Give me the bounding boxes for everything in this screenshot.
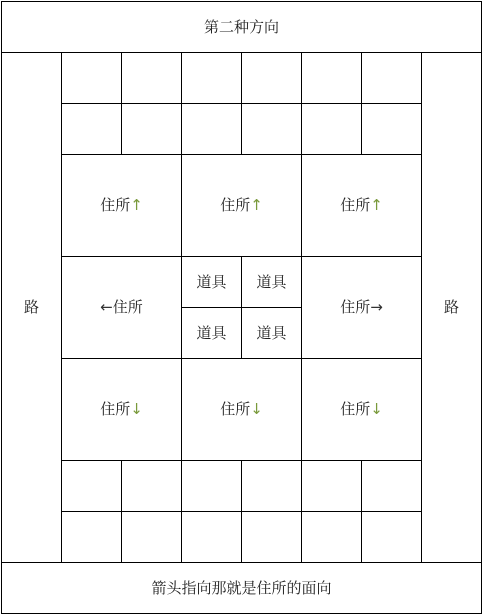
grid-cell <box>361 103 422 155</box>
arrow-down-icon: ↓ <box>250 400 263 418</box>
grid-cell <box>241 460 302 512</box>
road-left-label: 路 <box>23 298 39 316</box>
residence-label: 住所 <box>220 196 251 214</box>
item-label: 道具 <box>196 272 227 291</box>
arrow-down-icon: ↓ <box>130 400 143 418</box>
residence-label: 住所 <box>100 196 131 214</box>
grid-cell <box>181 511 242 563</box>
grid-cell <box>301 103 362 155</box>
item-label: 道具 <box>256 272 287 291</box>
grid-cell <box>121 103 182 155</box>
arrow-up-icon: ↑ <box>130 196 143 214</box>
grid-cell <box>61 511 122 563</box>
road-right-label: 路 <box>443 298 459 316</box>
residence-up-1 <box>61 154 182 257</box>
title-cell <box>1 1 482 53</box>
grid-cell <box>121 511 182 563</box>
grid-cell <box>181 103 242 155</box>
diagram-title: 第二种方向 <box>203 17 279 36</box>
residence-up-2 <box>181 154 302 257</box>
grid-cell <box>241 511 302 563</box>
road-right <box>421 52 482 563</box>
grid-cell <box>181 460 242 512</box>
arrow-left-icon: ← <box>100 298 113 316</box>
residence-label: 住所 <box>340 196 371 214</box>
grid-cell <box>361 52 422 104</box>
residence-right <box>301 256 422 359</box>
grid-cell <box>61 103 122 155</box>
residence-down-2 <box>181 358 302 461</box>
item-cell <box>241 307 302 359</box>
grid-cell <box>301 511 362 563</box>
grid-cell <box>61 460 122 512</box>
item-label: 道具 <box>196 323 227 342</box>
arrow-right-icon: → <box>370 298 383 316</box>
item-cell <box>181 256 242 308</box>
residence-label: 住所 <box>340 298 371 316</box>
grid-cell <box>361 511 422 563</box>
grid-cell <box>181 52 242 104</box>
item-cell <box>181 307 242 359</box>
grid-cell <box>121 460 182 512</box>
residence-label: 住所 <box>220 400 251 418</box>
residence-left <box>61 256 182 359</box>
grid-cell <box>301 460 362 512</box>
item-label: 道具 <box>256 323 287 342</box>
arrow-down-icon: ↓ <box>370 400 383 418</box>
grid-cell <box>121 52 182 104</box>
grid-cell <box>301 52 362 104</box>
grid-cell <box>361 460 422 512</box>
grid-cell <box>241 52 302 104</box>
residence-up-3 <box>301 154 422 257</box>
residence-label: 住所 <box>112 298 143 316</box>
footer-caption: 箭头指向那就是住所的面向 <box>151 578 332 597</box>
residence-down-3 <box>301 358 422 461</box>
residence-label: 住所 <box>340 400 371 418</box>
residence-label: 住所 <box>100 400 131 418</box>
item-cell <box>241 256 302 308</box>
footer-cell <box>1 562 482 614</box>
grid-cell <box>61 52 122 104</box>
arrow-up-icon: ↑ <box>370 196 383 214</box>
grid-cell <box>241 103 302 155</box>
arrow-up-icon: ↑ <box>250 196 263 214</box>
residence-down-1 <box>61 358 182 461</box>
road-left <box>1 52 62 563</box>
